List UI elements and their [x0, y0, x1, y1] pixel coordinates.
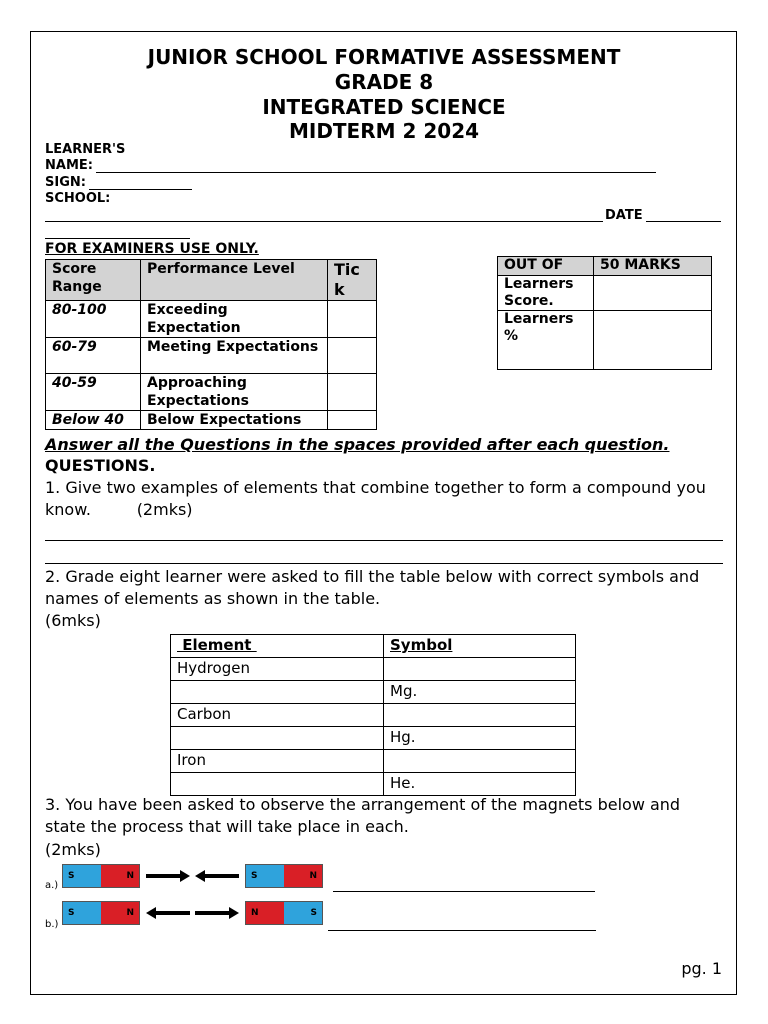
examiners-title: FOR EXAMINERS USE ONLY. [45, 241, 259, 257]
header-performance-level: Performance Level [141, 260, 328, 301]
question-2-marks: (6mks) [45, 611, 101, 630]
pole-n: N [101, 865, 139, 887]
label-b: b.) [45, 919, 59, 930]
pole-s: S [284, 902, 322, 924]
question-1-text: 1. Give two examples of elements that combine together to form a compound you know. [45, 478, 706, 519]
element-cell: Carbon [171, 704, 384, 727]
instruction: Answer all the Questions in the spaces provided after each question. [45, 435, 670, 454]
question-1-marks: (2mks) [136, 500, 193, 519]
symbol-cell: He. [384, 773, 576, 796]
table-row [46, 411, 377, 430]
question-2-text: 2. Grade eight learner were asked to fill the table below with correct symbols and names of elements as shown in the table. [45, 567, 700, 608]
tick-cell[interactable] [328, 374, 377, 411]
symbol-cell[interactable] [384, 658, 576, 681]
header-element: Element [171, 635, 384, 658]
element-cell: Hydrogen [171, 658, 384, 681]
element-cell: Iron [171, 750, 384, 773]
magnet-b-left [62, 901, 140, 925]
element-cell[interactable] [171, 773, 384, 796]
symbol-cell: Mg. [384, 681, 576, 704]
pole-n: N [284, 865, 322, 887]
magnet-b-right [245, 901, 323, 925]
performance-level-cell: Meeting Expectations [141, 338, 328, 374]
date-field[interactable] [646, 221, 721, 222]
question-1 [45, 477, 725, 521]
date-label: DATE [605, 208, 643, 223]
school-field[interactable] [45, 221, 603, 222]
pole-n: N [101, 902, 139, 924]
tick-cell[interactable] [328, 411, 377, 430]
title-grade: GRADE 8 [334, 70, 434, 94]
question-3-marks: (2mks) [45, 840, 101, 859]
elements-table [170, 634, 576, 796]
question-3-text: 3. You have been asked to observe the arrangement of the magnets below and state the process that will take place in each. [45, 795, 681, 836]
score-range-cell: 60-79 [46, 338, 141, 374]
sign-label: SIGN: [45, 175, 86, 190]
table-row [46, 301, 377, 338]
pole-s: S [63, 902, 101, 924]
table-row [46, 374, 377, 411]
tick-cell[interactable] [328, 301, 377, 338]
answer-line[interactable] [45, 540, 723, 541]
name-label: NAME: [45, 158, 93, 173]
arrow-right-icon [146, 864, 191, 888]
arrow-left-icon [195, 864, 240, 888]
symbol-cell[interactable] [384, 704, 576, 727]
questions-heading: QUESTIONS. [45, 456, 156, 475]
performance-level-cell: Below Expectations [141, 411, 328, 430]
pole-s: S [63, 865, 101, 887]
total-marks: 50 MARKS [594, 257, 712, 276]
learners-percent-label: Learners % [498, 311, 594, 370]
sign-field[interactable] [89, 189, 192, 190]
element-cell[interactable] [171, 681, 384, 704]
name-field[interactable] [96, 172, 656, 173]
symbol-cell: Hg. [384, 727, 576, 750]
header-score-range: Score Range [46, 260, 141, 301]
title-subject: INTEGRATED SCIENCE [262, 95, 506, 119]
score-range-cell: 40-59 [46, 374, 141, 411]
page-number: pg. 1 [681, 959, 722, 978]
symbol-cell[interactable] [384, 750, 576, 773]
learners-score-field[interactable] [594, 276, 712, 311]
answer-line[interactable] [45, 563, 723, 564]
table-row [46, 338, 377, 374]
label-a: a.) [45, 880, 59, 891]
school-label: SCHOOL: [45, 191, 111, 206]
answer-line-b[interactable] [328, 930, 596, 931]
table-row [171, 681, 576, 704]
learners-score-label: Learners Score. [498, 276, 594, 311]
magnet-a-left [62, 864, 140, 888]
header-tick: Tick [328, 260, 377, 301]
out-of-label: OUT OF [498, 257, 594, 276]
performance-table [45, 259, 377, 430]
pole-n: N [246, 902, 284, 924]
element-cell[interactable] [171, 727, 384, 750]
title-school: JUNIOR SCHOOL FORMATIVE ASSESSMENT [147, 45, 621, 69]
learners-label: LEARNER'S [45, 142, 126, 157]
pole-s: S [246, 865, 284, 887]
answer-line-a[interactable] [333, 891, 595, 892]
marks-table [497, 256, 712, 370]
learners-percent-field[interactable] [594, 311, 712, 370]
tick-cell[interactable] [328, 338, 377, 374]
table-row [171, 658, 576, 681]
header-symbol: Symbol [384, 635, 576, 658]
table-row [171, 704, 576, 727]
magnet-a-right [245, 864, 323, 888]
table-row [171, 727, 576, 750]
title-exam: MIDTERM 2 2024 [288, 119, 480, 143]
score-range-cell: 80-100 [46, 301, 141, 338]
performance-level-cell: Approaching Expectations [141, 374, 328, 411]
score-range-cell: Below 40 [46, 411, 141, 430]
arrow-right-icon [195, 901, 240, 925]
table-row [171, 773, 576, 796]
performance-level-cell: Exceeding Expectation [141, 301, 328, 338]
table-row [171, 750, 576, 773]
arrow-left-icon [146, 901, 191, 925]
school-field-continued[interactable] [45, 238, 190, 239]
table-header-row [46, 260, 377, 301]
